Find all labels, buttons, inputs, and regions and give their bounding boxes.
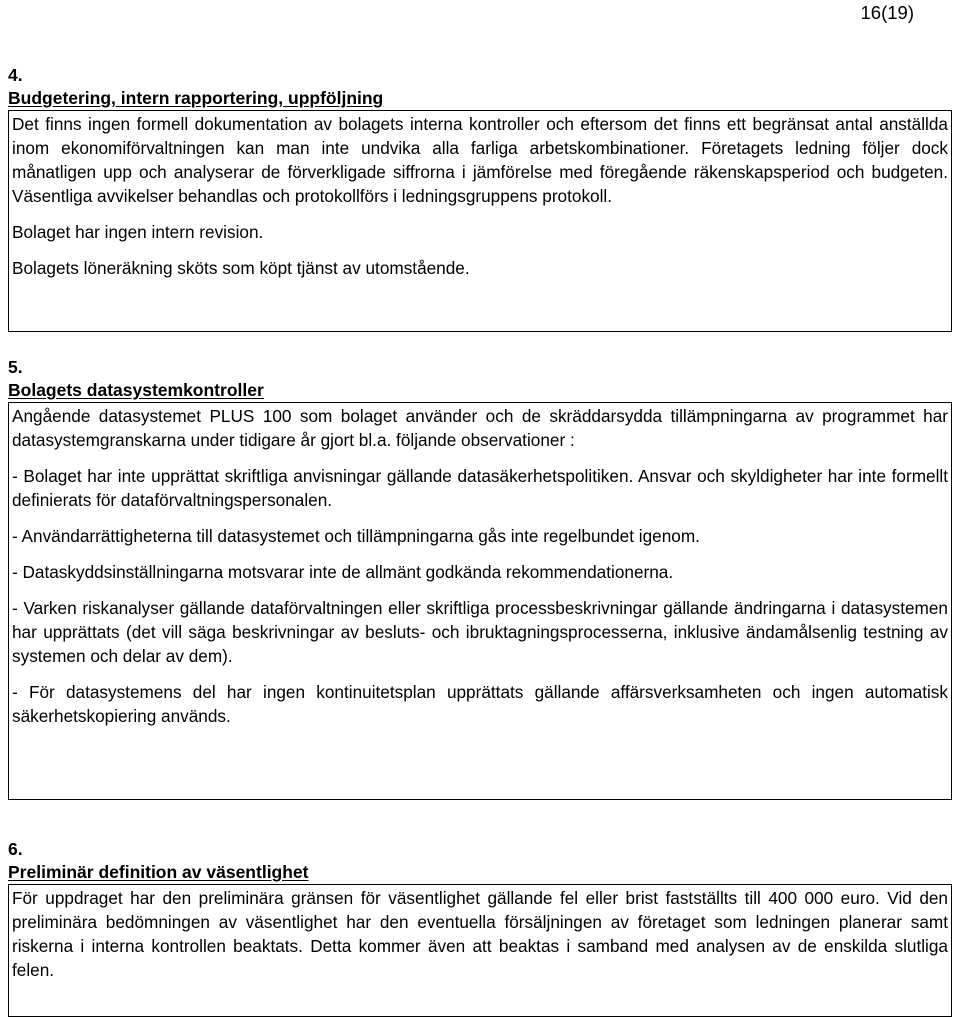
- section-title: Bolagets datasystemkontroller: [8, 380, 264, 400]
- paragraph: - För datasystemens del har ingen kontinuitetsplan upprättats gällande affärsverksamheten och ingen automatisk säkerhetskopiering används.: [12, 682, 948, 726]
- section-text-box: [8, 402, 952, 800]
- paragraph: - Varken riskanalyser gällande dataförvaltningen eller skriftliga processbeskrivningar gällande ändringarna i datasystemen har upprättats (det vill säga beskrivningar av besluts- och ibruktagningsprocesserna, inklusive ändamålsenlig testning av systemen och delar av dem).: [12, 598, 948, 666]
- section-title: Preliminär definition av väsentlighet: [8, 862, 309, 882]
- section-number: 4.: [8, 65, 23, 85]
- paragraph: För uppdraget har den preliminära gränsen för väsentlighet gällande fel eller brist fastställts till 400 000 euro. Vid den preliminära bedömningen av väsentlighet har den eventuella försäljningen av företaget som ledningen planerar samt riskerna i interna kontrollen beaktats. Detta kommer även att beaktas i samband med analysen av de enskilda slutliga felen.: [12, 888, 948, 980]
- section-number: 5.: [8, 357, 23, 377]
- section-text-box: [8, 110, 952, 332]
- section-budgetering: [8, 64, 952, 332]
- section-title: Budgetering, intern rapportering, uppföljning: [8, 88, 384, 108]
- page-number: 16(19): [860, 2, 914, 23]
- paragraph: - Bolaget har inte upprättat skriftliga anvisningar gällande datasäkerhetspolitiken. Ansvar och skyldigheter har inte formellt definierats för dataförvaltningspersonalen.: [12, 466, 948, 510]
- section-vasentlighet: [8, 838, 952, 1017]
- paragraph: Det finns ingen formell dokumentation av bolagets interna kontroller och eftersom det finns ett begränsat antal anställda inom ekonomiförvaltningen kan man inte undvika alla farliga arbetskombinationer. Företagets ledning följer dock månatligen upp och analyserar de förverkligade siffrorna i jämförelse med föregående räkenskapsperiod och budgeten. Väsentliga avvikelser behandlas och protokollförs i ledningsgruppens protokoll.: [12, 114, 948, 206]
- section-number: 6.: [8, 839, 23, 859]
- section-datasystemkontroller: [8, 356, 952, 800]
- paragraph: Bolaget har ingen intern revision.: [12, 222, 264, 242]
- section-text-box: [8, 884, 952, 1017]
- paragraph: - Användarrättigheterna till datasystemet och tillämpningarna gås inte regelbundet igenom.: [12, 526, 700, 546]
- paragraph: - Dataskyddsinställningarna motsvarar inte de allmänt godkända rekommendationerna.: [12, 562, 674, 582]
- paragraph: Angående datasystemet PLUS 100 som bolaget använder och de skräddarsydda tillämpningarna av programmet har datasystemgranskarna under tidigare år gjort bl.a. följande observationer :: [12, 406, 948, 450]
- paragraph: Bolagets löneräkning sköts som köpt tjänst av utomstående.: [12, 258, 470, 278]
